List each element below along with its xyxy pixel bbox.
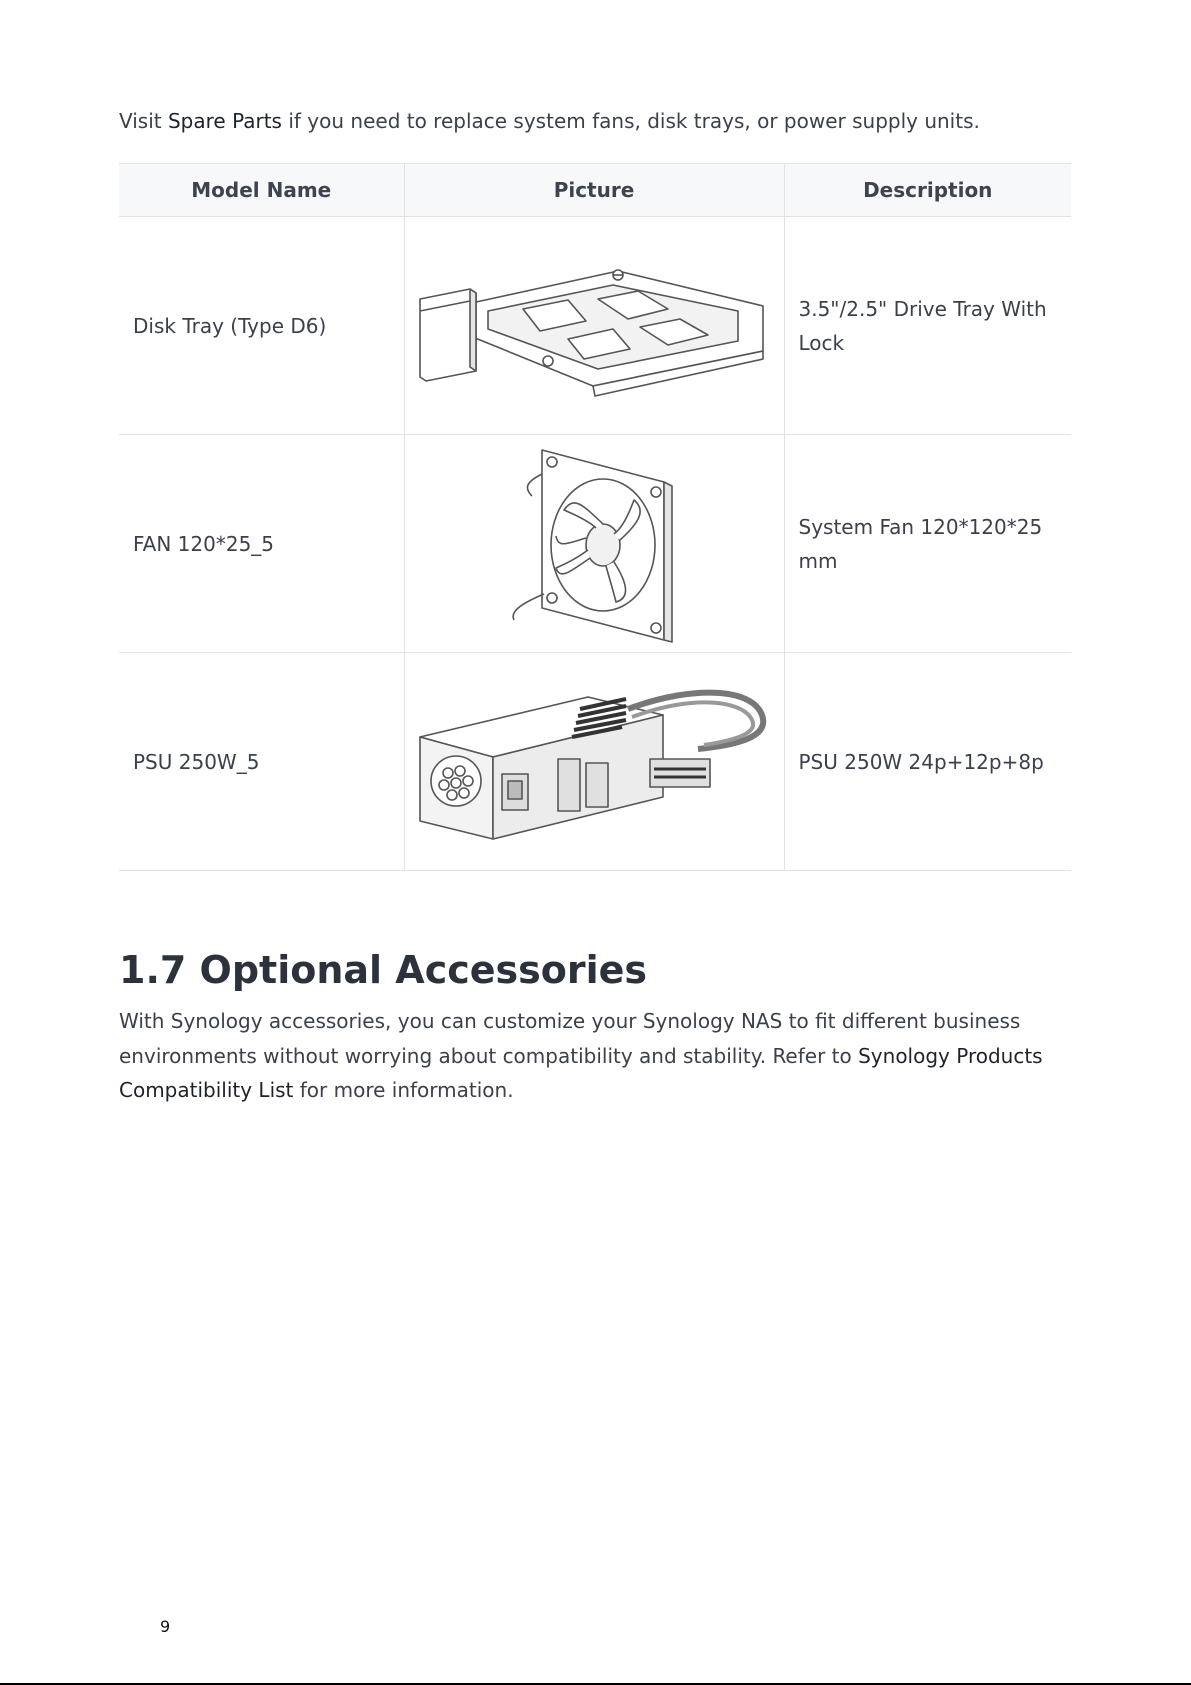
picture-cell <box>404 653 784 871</box>
table-header-row <box>119 164 1071 217</box>
system-fan-illustration <box>504 444 684 644</box>
description-cell: System Fan 120*120*25 mm <box>784 435 1071 653</box>
spare-parts-table <box>119 163 1071 871</box>
header-description: Description <box>784 164 1071 217</box>
table-row <box>119 217 1071 435</box>
intro-suffix: if you need to replace system fans, disk trays, or power supply units. <box>281 109 980 133</box>
section-title: 1.7 Optional Accessories <box>119 948 648 992</box>
picture-cell <box>404 435 784 653</box>
compatibility-list-link[interactable]: Synology Products Compatibility List <box>119 1043 1043 1102</box>
header-model-name: Model Name <box>119 164 404 217</box>
description-cell: PSU 250W 24p+12p+8p <box>784 653 1071 871</box>
model-name-cell: PSU 250W_5 <box>119 653 404 871</box>
section-paragraph <box>119 1004 1049 1108</box>
picture-cell <box>404 217 784 435</box>
description-cell: 3.5"/2.5" Drive Tray With Lock <box>784 217 1071 435</box>
section-text-after: for more information. <box>293 1078 514 1102</box>
spare-parts-link[interactable]: Spare Parts <box>167 109 282 133</box>
intro-prefix: Visit <box>119 109 168 133</box>
page-number: 9 <box>160 1617 171 1636</box>
header-picture: Picture <box>404 164 784 217</box>
intro-paragraph <box>119 104 980 138</box>
table-row <box>119 653 1071 871</box>
model-name-cell: FAN 120*25_5 <box>119 435 404 653</box>
disk-tray-illustration <box>418 251 770 401</box>
power-supply-illustration <box>418 679 770 844</box>
model-name-cell: Disk Tray (Type D6) <box>119 217 404 435</box>
table-row <box>119 435 1071 653</box>
section-text-before: With Synology accessories, you can customize your Synology NAS to fit different business environments without worrying about compatibility and stability. Refer to <box>119 1009 1021 1068</box>
